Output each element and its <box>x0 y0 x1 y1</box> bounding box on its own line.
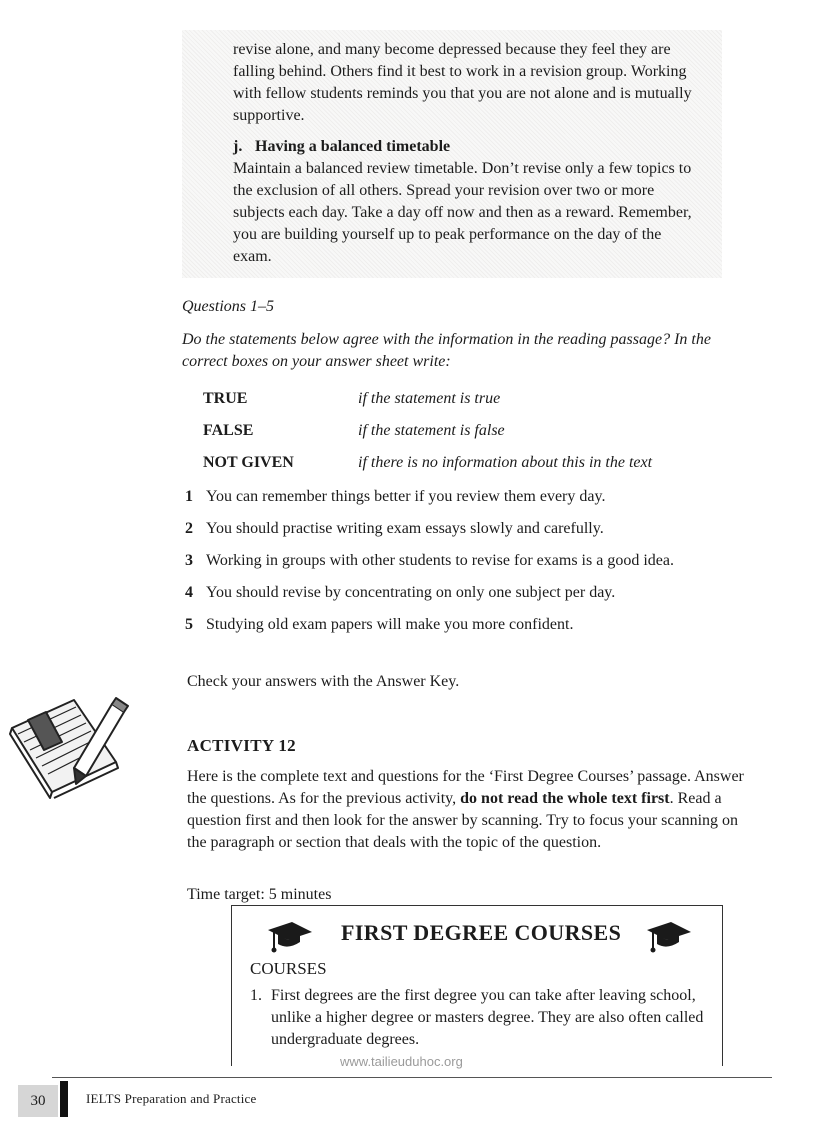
statement-item <box>185 582 730 604</box>
reading-passage <box>233 39 703 268</box>
activity-text-emphasis: do not read the whole text first <box>460 790 670 807</box>
page-number: 30 <box>18 1085 58 1117</box>
statement-number: 4 <box>185 584 193 601</box>
section-title: Having a balanced timetable <box>255 138 451 155</box>
section-body: Maintain a balanced review timetable. Don’t revise only a few topics to the exclusion of all others. Spread your revision over two or more subjects each day. Take a day off now and then as a reward. Remember, you are building yourself up to peak performance on the day of the exam. <box>233 160 692 265</box>
statement-number: 2 <box>185 520 193 537</box>
box-title: FIRST DEGREE COURSES <box>341 920 622 945</box>
legend-row-true <box>203 390 743 422</box>
statement-text: You should revise by concentrating on only one subject per day. <box>206 584 616 601</box>
activity-title: ACTIVITY 12 <box>187 736 296 755</box>
questions-instructions: Do the statements below agree with the information in the reading passage? In the correct boxes on your answer sheet write: <box>182 331 711 370</box>
footer-bar <box>60 1081 68 1117</box>
legend-definition: if the statement is true <box>358 390 501 407</box>
activity-text-end: . Read a question first and then look for the answer by scanning. Try to focus your scanning on the paragraph or section that deals with the topic of the question. <box>187 790 739 851</box>
book-title: IELTS Preparation and Practice <box>86 1091 257 1106</box>
questions-heading: Questions 1–5 <box>182 298 274 315</box>
statement-item <box>185 518 730 540</box>
statement-text: Studying old exam papers will make you more confident. <box>206 616 574 633</box>
statement-number: 3 <box>185 552 193 569</box>
section-number: j. <box>233 138 243 155</box>
box-item-text: First degrees are the first degree you can take after leaving school, unlike a higher degree or masters degree. They are also often called undergraduate degrees. <box>271 987 704 1048</box>
box-item-number: 1. <box>250 987 262 1004</box>
legend-term: NOT GIVEN <box>203 454 294 471</box>
statement-item <box>185 614 730 636</box>
legend-term: TRUE <box>203 390 248 407</box>
legend-row-false <box>203 422 743 454</box>
statement-text: You should practise writing exam essays slowly and carefully. <box>206 520 604 537</box>
activity-instructions <box>187 766 757 854</box>
passage-intro: revise alone, and many become depressed because they feel they are falling behind. Others find it best to work in a revision group. Working with fellow students reminds you that you are not alone and is mutually supportive. <box>233 41 692 124</box>
activity-text-start: Here is the complete text and questions for the ‘First Degree Courses’ passage. Answer the questions. As for the previous activity, <box>187 768 744 807</box>
box-subheading: COURSES <box>250 959 327 978</box>
statement-item <box>185 550 730 572</box>
answer-key-legend <box>203 390 743 486</box>
check-answers-note: Check your answers with the Answer Key. <box>187 673 460 690</box>
statement-text: You can remember things better if you review them every day. <box>206 488 606 505</box>
statement-item <box>185 486 730 508</box>
footer-divider <box>52 1077 772 1078</box>
notebook-pencil-icon <box>4 690 134 805</box>
time-target: Time target: 5 minutes <box>187 886 332 903</box>
statement-text: Working in groups with other students to revise for exams is a good idea. <box>206 552 674 569</box>
legend-definition: if there is no information about this in the text <box>358 454 653 471</box>
graduation-cap-icon <box>645 916 693 956</box>
statement-list <box>185 486 730 646</box>
legend-term: FALSE <box>203 422 254 439</box>
legend-definition: if the statement is false <box>358 422 505 439</box>
legend-row-not-given <box>203 454 743 486</box>
passage-box <box>231 905 723 1066</box>
statement-number: 5 <box>185 616 193 633</box>
box-list-item <box>250 985 715 1051</box>
watermark: www.tailieuduhoc.org <box>340 1054 463 1069</box>
graduation-cap-icon <box>266 916 314 956</box>
section-heading <box>233 136 703 158</box>
statement-number: 1 <box>185 488 193 505</box>
